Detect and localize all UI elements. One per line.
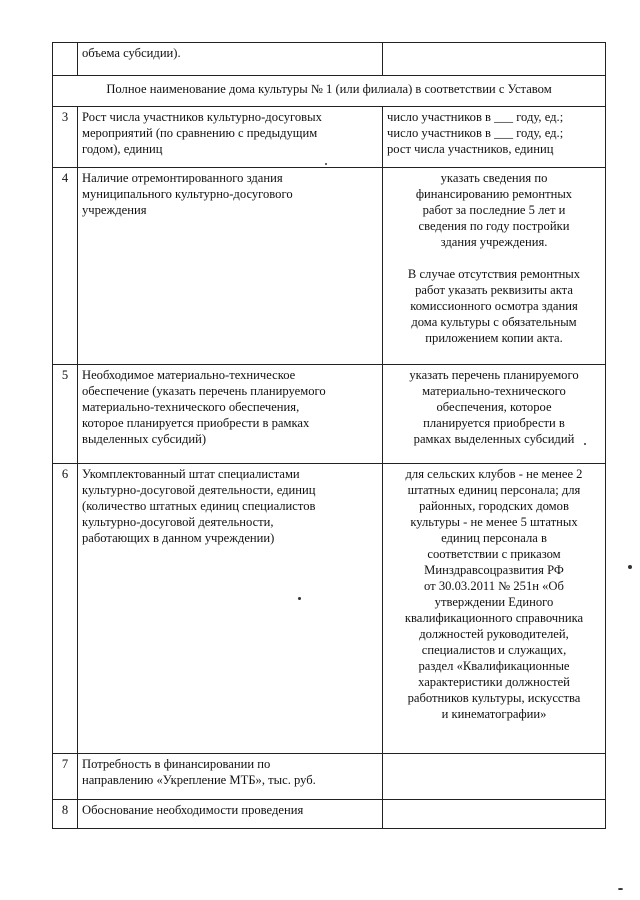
description-line: которое планируется приобрести в рамках [82, 416, 310, 430]
row-value [383, 107, 606, 168]
description-line: Необходимое материально-техническое [82, 368, 296, 382]
table-row [53, 43, 606, 76]
row-value [383, 43, 606, 76]
value-line: указать перечень планируемого [409, 368, 579, 382]
row-value [383, 168, 606, 365]
description-line: направлению «Укрепление МТБ», тыс. руб. [82, 773, 316, 787]
value-line: утверждении Единого [434, 595, 554, 609]
row-description [78, 754, 383, 800]
value-line: единиц персонала в [441, 531, 547, 545]
description-line: работающих в данном учреждении) [82, 531, 275, 545]
description-line: (количество штатных единиц специалистов [82, 499, 316, 513]
value-line: должностей руководителей, [419, 627, 569, 641]
table-row [53, 800, 606, 829]
table-row [53, 464, 606, 754]
value-line: квалификационного справочника [404, 611, 584, 625]
value-line: планируется приобрести в [423, 416, 565, 430]
description-line: годом), единиц [82, 142, 163, 156]
value-line: комиссионного осмотра здания [410, 299, 578, 313]
scan-speck [298, 597, 301, 600]
value-line: указать сведения по [440, 171, 548, 185]
row-value [383, 800, 606, 829]
section-heading-text: Полное наименование дома культуры № 1 (или филиала) в соответствии с Уставом [106, 82, 552, 96]
value-line: сведения по году постройки [418, 219, 570, 233]
row-description [78, 43, 383, 76]
row-number: 7 [53, 754, 78, 800]
description-line: учреждения [82, 203, 147, 217]
row-number: 8 [53, 800, 78, 829]
value-paragraph [387, 266, 601, 346]
value-line: рамках выделенных субсидий [413, 432, 575, 446]
description-line: муниципального культурно-досугового [82, 187, 293, 201]
row-number: 3 [53, 107, 78, 168]
description-line: материально-технического обеспечения, [82, 400, 300, 414]
value-line: обеспечения, которое [436, 400, 552, 414]
description-line: культурно-досуговой деятельности, [82, 515, 274, 529]
value-line: рост числа участников, единиц [387, 142, 554, 156]
section-heading [53, 76, 606, 107]
scan-speck [584, 443, 586, 445]
value-line: В случае отсутствия ремонтных [407, 267, 581, 281]
row-number-cell [53, 43, 78, 76]
table-row [53, 365, 606, 464]
description-line: Укомплектованный штат специалистами [82, 467, 300, 481]
value-line: соответствии с приказом [427, 547, 561, 561]
row-description [78, 800, 383, 829]
value-line: работ указать реквизиты акта [415, 283, 573, 297]
value-line: работников культуры, искусства [407, 691, 581, 705]
value-line: приложением копии акта. [425, 331, 563, 345]
value-line: Минздравсоцразвития РФ [424, 563, 564, 577]
scan-speck [325, 163, 327, 165]
description-line: обеспечение (указать перечень планируемого [82, 384, 326, 398]
description-line: культурно-досуговой деятельности, единиц [82, 483, 316, 497]
value-line: здания учреждения. [440, 235, 548, 249]
value-line: районных, городских домов [419, 499, 569, 513]
scan-speck [618, 888, 623, 890]
value-line: число участников в ___ году, ед.; [387, 110, 564, 124]
row-number: 4 [53, 168, 78, 365]
value-line: финансированию ремонтных [415, 187, 573, 201]
table-row [53, 76, 606, 107]
description-line: выделенных субсидий) [82, 432, 207, 446]
row-description [78, 365, 383, 464]
row-value [383, 464, 606, 754]
description-line: мероприятий (по сравнению с предыдущим [82, 126, 318, 140]
row-description [78, 168, 383, 365]
requirements-table [52, 42, 606, 829]
value-line: штатных единиц персонала; для [407, 483, 581, 497]
value-line: от 30.03.2011 № 251н «Об [424, 579, 564, 593]
description-line: Обоснование необходимости проведения [82, 803, 304, 817]
value-paragraph [387, 170, 601, 250]
row-description [78, 107, 383, 168]
table-row [53, 754, 606, 800]
table-row [53, 107, 606, 168]
description-line: Наличие отремонтированного здания [82, 171, 283, 185]
row-description [78, 464, 383, 754]
value-line: культуры - не менее 5 штатных [410, 515, 578, 529]
description-line: Рост числа участников культурно-досуговых [82, 110, 322, 124]
row-number: 6 [53, 464, 78, 754]
table-row [53, 168, 606, 365]
value-line: дома культуры с обязательным [411, 315, 577, 329]
description-line: Потребность в финансировании по [82, 757, 271, 771]
scan-speck [628, 565, 632, 569]
value-line: раздел «Квалификационные [418, 659, 570, 673]
value-line: и кинематографии» [441, 707, 547, 721]
value-line: для сельских клубов - не менее 2 [405, 467, 583, 481]
value-line: характеристики должностей [418, 675, 570, 689]
description-line: объема субсидии). [82, 46, 181, 60]
row-value [383, 365, 606, 464]
row-number: 5 [53, 365, 78, 464]
value-line: работ за последние 5 лет и [422, 203, 566, 217]
value-line: материально-технического [422, 384, 566, 398]
row-value [383, 754, 606, 800]
value-line: специалистов и служащих, [421, 643, 567, 657]
value-line: число участников в ___ году, ед.; [387, 126, 564, 140]
